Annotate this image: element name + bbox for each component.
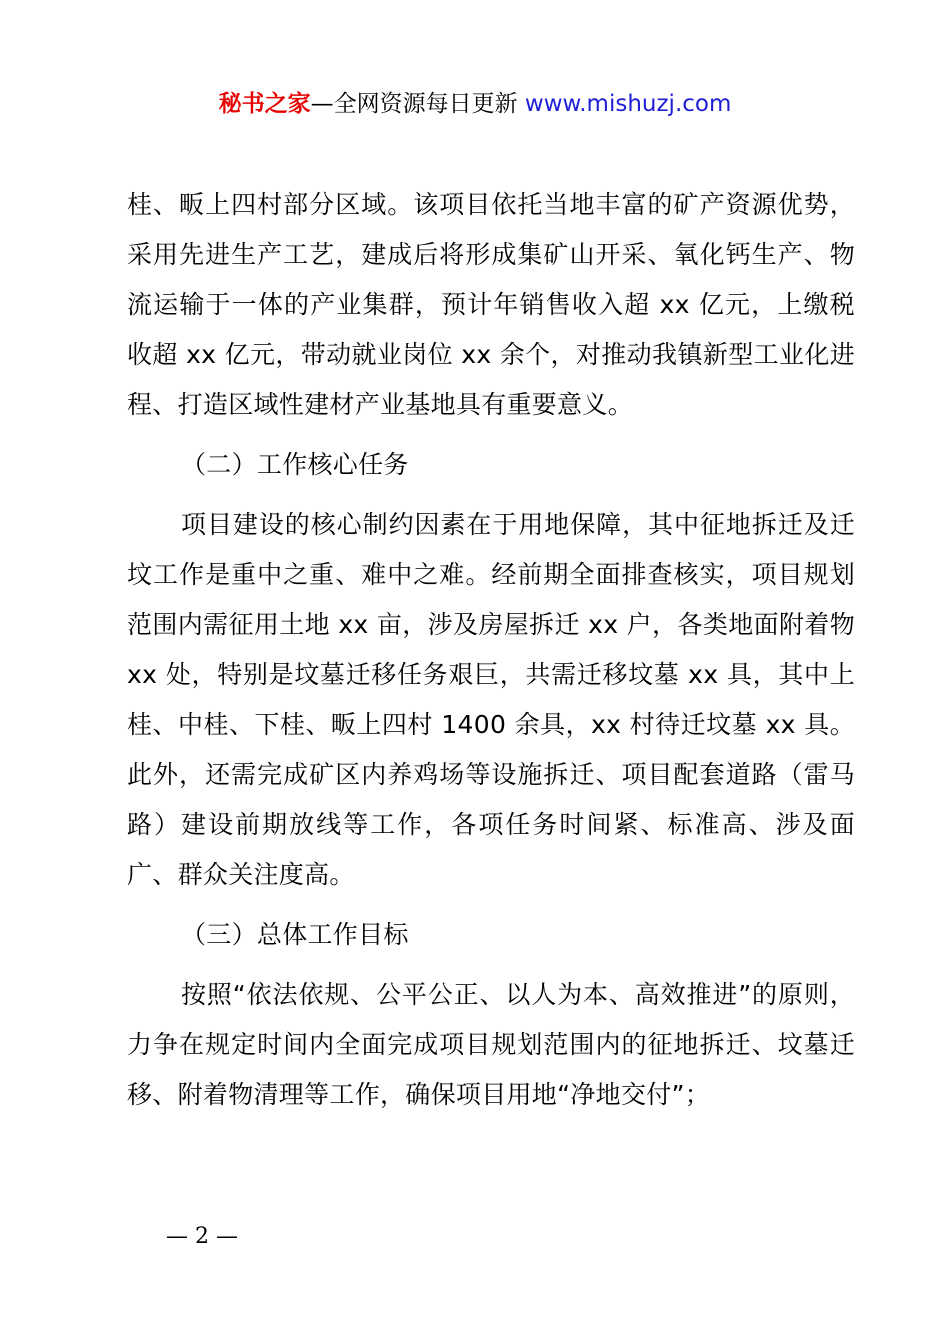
paragraph-core-tasks: 项目建设的核心制约因素在于用地保障，其中征地拆迁及迁坟工作是重中之重、难中之难。经前期全面排查核实，项目规划范围内需征用土地 xx 亩，涉及房屋拆迁 xx 户，各类地面附着物 xx 处，特别是坟墓迁移任务艰巨，共需迁移坟墓 xx 具，其中上桂、中桂、下桂、畈上四村 1400 余具，xx 村待迁坟墓 xx 具。此外，还需完成矿区内养鸡场等设施拆迁、项目配套道路（雷马路）建设前期放线等工作，各项任务时间紧、标准高、涉及面广、群众关注度高。	[127, 510, 855, 889]
header-tagline: —全网资源每日更新	[310, 91, 525, 117]
paragraph-overall-goals: 按照“依法依规、公平公正、以人为本、高效推进”的原则，力争在规定时间内全面完成项目规划范围内的征地拆迁、坟墓迁移、附着物清理等工作，确保项目用地“净地交付”；	[127, 980, 855, 1109]
section-heading-2: （二）工作核心任务	[181, 450, 409, 479]
site-header	[0, 88, 950, 120]
section-heading-3: （三）总体工作目标	[181, 920, 409, 949]
brand-name: 秘书之家	[218, 91, 311, 117]
paragraph-continuation: 桂、畈上四村部分区域。该项目依托当地丰富的矿产资源优势，采用先进生产工艺，建成后将形成集矿山开采、氧化钙生产、物流运输于一体的产业集群，预计年销售收入超 xx 亿元，上缴税收超 xx 亿元，带动就业岗位 xx 余个，对推动我镇新型工业化进程、打造区域性建材产业基地具有重要意义。	[127, 190, 855, 419]
site-url-link[interactable]: www.mishuzj.com	[524, 91, 732, 117]
page-number: — 2 —	[166, 1224, 238, 1249]
document-body	[127, 180, 855, 1120]
